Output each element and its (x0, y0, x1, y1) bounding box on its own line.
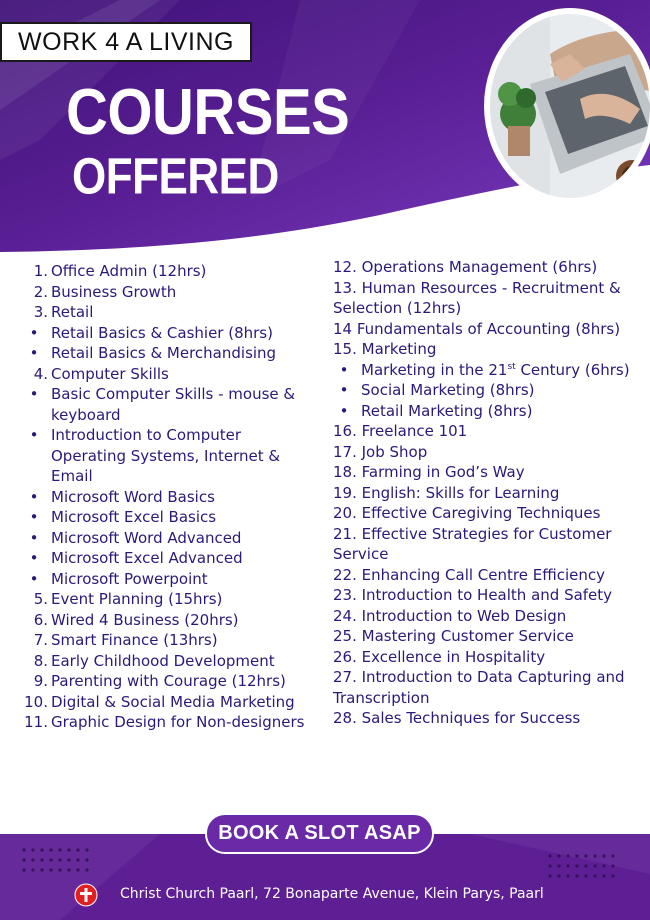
list-item-text-main: Retail Marketing (8hrs) (361, 401, 533, 420)
list-marker: • (29, 528, 39, 547)
list-marker: 4. (33, 364, 48, 383)
list-marker: 7. (33, 631, 48, 649)
page-title: COURSES (66, 75, 350, 149)
list-marker: • (29, 549, 39, 567)
list-marker: 9. (33, 672, 48, 690)
list-item-text: Early Childhood Development (51, 651, 275, 670)
list-item (18, 569, 318, 590)
list-item (333, 339, 633, 360)
list-item-text (333, 607, 566, 625)
list-item-text-main: 23. Introduction to Health and Safety (333, 586, 613, 604)
list-item-text-main: Social Marketing (8hrs) (361, 381, 535, 399)
list-marker: • (29, 426, 39, 444)
list-item-text-main: 12. Operations Management (6hrs) (333, 258, 598, 276)
list-item-text-rest: Century (6hrs) (515, 360, 630, 379)
list-marker: 8. (33, 651, 48, 670)
list-item (18, 507, 318, 528)
brand-box (0, 22, 252, 62)
list-item (333, 565, 633, 586)
list-item-text: Microsoft Word Advanced (51, 528, 242, 547)
list-item (18, 282, 318, 303)
list-marker: • (29, 344, 39, 362)
list-item-text: Microsoft Excel Basics (51, 508, 217, 526)
list-marker: 1. (33, 262, 48, 280)
list-marker: • (29, 569, 39, 588)
list-item (18, 630, 318, 651)
list-item (333, 278, 633, 319)
list-item-text-main: 20. Effective Caregiving Techniques (333, 504, 601, 522)
list-marker: 3. (33, 303, 48, 321)
list-item-text: Graphic Design for Non-designers (51, 713, 305, 731)
list-item (18, 671, 318, 692)
list-item-text (333, 463, 525, 481)
list-item-text-main: 18. Farming in God’s Way (333, 463, 525, 481)
list-item (333, 647, 633, 668)
list-item (333, 380, 633, 401)
ordinal-suffix: st (507, 361, 516, 372)
list-item (333, 462, 633, 483)
list-item (18, 651, 318, 672)
list-item (18, 548, 318, 569)
list-item-text: Microsoft Powerpoint (51, 569, 208, 588)
list-item (333, 360, 633, 381)
course-list-right (333, 257, 633, 729)
book-slot-label: BOOK A SLOT ASAP (218, 822, 421, 844)
list-marker: 6. (33, 610, 48, 629)
list-item (18, 261, 318, 282)
list-item-text-main: 19. English: Skills for Learning (333, 483, 560, 502)
brand-name: WORK 4 A LIVING (18, 27, 234, 56)
list-item-text (333, 258, 597, 276)
list-item (18, 323, 318, 344)
list-item-text-main: 28. Sales Techniques for Success (333, 709, 581, 727)
list-item (333, 442, 633, 463)
list-item-text (333, 668, 625, 707)
list-item-text: Wired 4 Business (20hrs) (51, 610, 239, 629)
list-item-text (333, 484, 559, 502)
church-logo-icon (74, 883, 98, 907)
list-item-text (333, 422, 467, 440)
list-item-text: Retail (51, 303, 94, 321)
list-item-text (333, 340, 436, 358)
list-item-text: Smart Finance (13hrs) (51, 631, 218, 649)
list-item-text: Retail Basics & Merchandising (51, 344, 277, 362)
list-item (333, 524, 633, 565)
list-item (18, 528, 318, 549)
book-slot-button[interactable] (205, 813, 434, 854)
list-item-text: Microsoft Word Basics (51, 487, 215, 506)
list-item-text-main: 13. Human Resources - Recruitment & Selection (12hrs) (333, 278, 621, 317)
laptop-typing-photo (484, 8, 650, 204)
list-marker: • (29, 323, 39, 342)
list-item (333, 626, 633, 647)
list-item-text-main: 15. Marketing (333, 340, 437, 358)
list-item (333, 401, 633, 422)
header-banner (0, 0, 650, 260)
list-item (18, 589, 318, 610)
list-item (18, 343, 318, 364)
list-marker: • (339, 360, 349, 379)
list-item-text: Microsoft Excel Advanced (51, 549, 243, 567)
list-item-text (361, 361, 630, 379)
list-item (18, 712, 318, 733)
list-item-text-main: 16. Freelance 101 (333, 422, 468, 440)
list-item-text: Introduction to Computer Operating Systems, Internet & Email (51, 426, 281, 485)
list-item (18, 425, 318, 487)
list-item-text-main: 24. Introduction to Web Design (333, 606, 567, 625)
list-item-text (361, 381, 535, 399)
list-item (333, 319, 633, 340)
list-item-text (333, 320, 620, 338)
list-item (18, 692, 318, 713)
list-marker: 2. (33, 282, 48, 301)
list-item (333, 667, 633, 708)
list-item-text (333, 648, 545, 666)
list-item (18, 384, 318, 425)
list-item-text: Retail Basics & Cashier (8hrs) (51, 323, 273, 342)
list-item (18, 610, 318, 631)
list-item-text (333, 627, 574, 645)
list-marker: • (29, 487, 39, 506)
list-item-text (333, 504, 600, 522)
list-item-text-main: 27. Introduction to Data Capturing and Transcription (333, 668, 625, 707)
list-item-text (333, 709, 580, 727)
list-item-text-main: 21. Effective Strategies for Customer Service (333, 524, 612, 563)
list-marker: 5. (33, 590, 48, 608)
course-list-left (18, 261, 318, 733)
address-text: Christ Church Paarl, 72 Bonaparte Avenue, Klein Parys, Paarl (120, 886, 544, 902)
list-item-text (333, 279, 621, 318)
list-item (333, 503, 633, 524)
list-item-text: Event Planning (15hrs) (51, 590, 223, 608)
list-item-text: Parenting with Courage (12hrs) (51, 672, 286, 690)
list-item (333, 708, 633, 729)
list-item (333, 585, 633, 606)
list-item-text (333, 443, 427, 461)
list-item (18, 302, 318, 323)
list-item (333, 606, 633, 627)
list-item-text-main: 25. Mastering Customer Service (333, 627, 574, 645)
list-marker: • (29, 508, 39, 526)
list-marker: 11. (24, 713, 48, 731)
page-subtitle: OFFERED (72, 148, 279, 205)
list-item-text (361, 402, 532, 420)
list-item-text (333, 586, 612, 604)
list-marker: 10. (24, 692, 48, 711)
list-item-text: Basic Computer Skills - mouse & keyboard (51, 385, 296, 424)
list-item-text: Office Admin (12hrs) (51, 262, 207, 280)
list-marker: • (29, 385, 39, 403)
list-item (333, 257, 633, 278)
list-item-text: Business Growth (51, 282, 177, 301)
list-item (333, 421, 633, 442)
list-item-text-main: 22. Enhancing Call Centre Efficiency (333, 565, 605, 584)
list-item-text-main: 14 Fundamentals of Accounting (8hrs) (333, 319, 621, 338)
list-item-text (333, 525, 611, 564)
list-item (333, 483, 633, 504)
list-item-text-main: 17. Job Shop (333, 442, 428, 461)
list-item-text: Computer Skills (51, 364, 169, 383)
list-marker: • (339, 381, 349, 399)
list-item-text (333, 566, 605, 584)
list-marker: • (339, 401, 349, 420)
list-item-text: Digital & Social Media Marketing (51, 692, 295, 711)
list-item-text-main: 26. Excellence in Hospitality (333, 647, 546, 666)
list-item-text-main: Marketing in the 21 (361, 360, 508, 379)
list-item (18, 487, 318, 508)
list-item (18, 364, 318, 385)
